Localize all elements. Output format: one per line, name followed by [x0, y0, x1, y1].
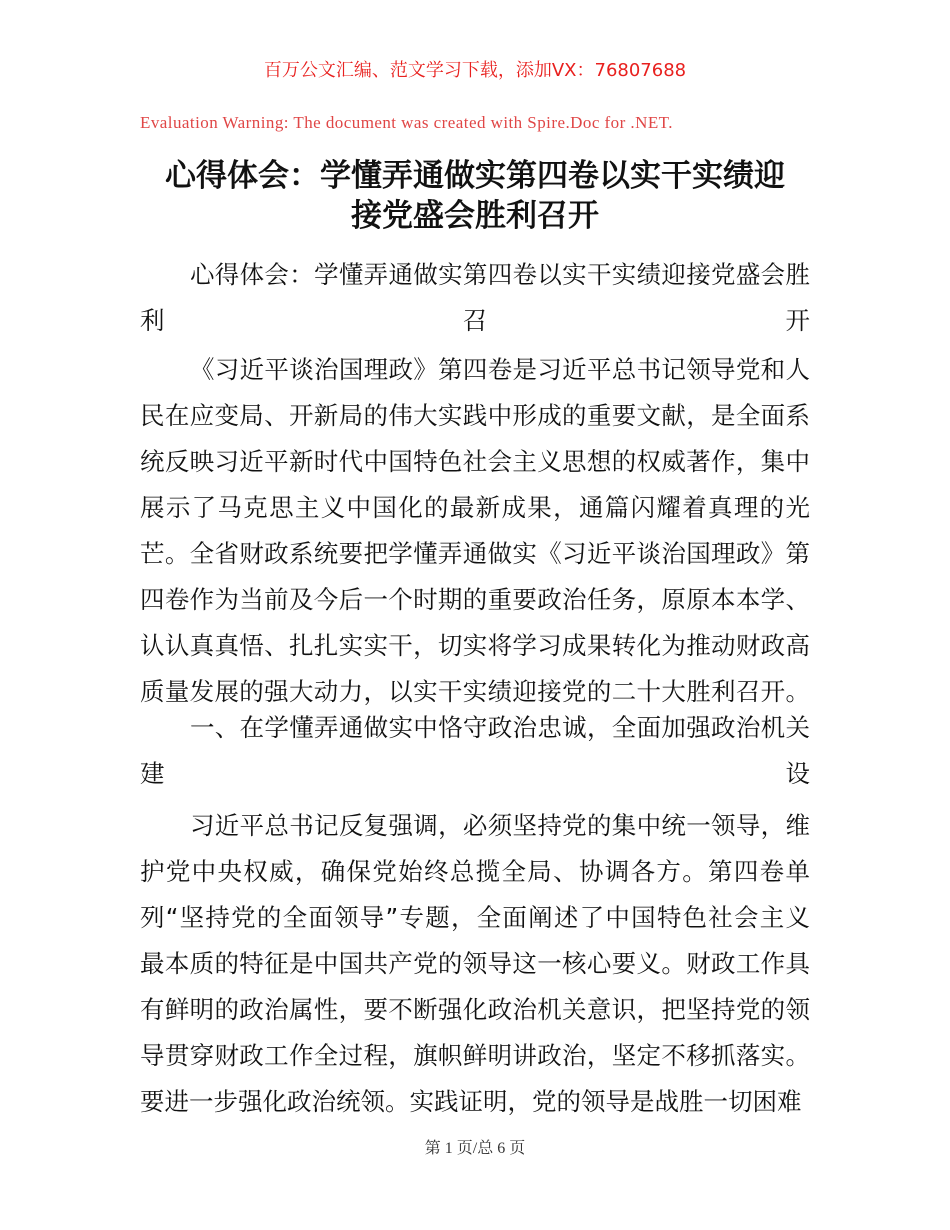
- body-paragraph: [140, 803, 810, 1125]
- text-line: 质量发展的强大动力，以实干实绩迎接党的二十大胜利召开。: [140, 677, 810, 706]
- evaluation-warning: Evaluation Warning: The document was created with Spire.Doc for .NET.: [140, 113, 673, 132]
- text-line: 统反映习近平新时代中国特色社会主义思想的权威著作，集中: [140, 447, 810, 476]
- text-line: 列“坚持党的全面领导”专题，全面阐述了中国特色社会主义: [140, 903, 810, 932]
- download-banner: 百万公文汇编、范文学习下载，添加VX：76807688: [263, 60, 687, 81]
- section-heading: [140, 705, 810, 797]
- intro-paragraph: [140, 347, 810, 715]
- title-line: 心得体会：学懂弄通做实第四卷以实干实绩迎: [165, 158, 785, 194]
- text-line: 导贯穿财政工作全过程，旗帜鲜明讲政治，坚定不移抓落实。: [140, 1041, 810, 1070]
- text-line: 有鲜明的政治属性，要不断强化政治机关意识，把坚持党的领: [140, 995, 810, 1024]
- text-line: 《习近平谈治国理政》第四卷是习近平总书记领导党和人: [190, 355, 810, 384]
- text-line: 一、在学懂弄通做实中恪守政治忠诚，全面加强政治机关: [190, 713, 810, 742]
- text-line: 芒。全省财政系统要把学懂弄通做实《习近平谈治国理政》第: [140, 539, 810, 568]
- title-line: 接党盛会胜利召开: [351, 198, 599, 234]
- page-footer: 第 1 页/总 6 页: [424, 1140, 526, 1157]
- text-line: 要进一步强化政治统领。实践证明，党的领导是战胜一切困难: [140, 1087, 802, 1116]
- text-line: 认认真真悟、扎扎实实干，切实将学习成果转化为推动财政高: [140, 631, 810, 660]
- text-line: 民在应变局、开新局的伟大实践中形成的重要文献，是全面系: [140, 401, 810, 430]
- text-line: 最本质的特征是中国共产党的领导这一核心要义。财政工作具: [140, 949, 810, 978]
- text-line: 护党中央权威，确保党始终总揽全局、协调各方。第四卷单: [140, 857, 810, 886]
- text-line: 展示了马克思主义中国化的最新成果，通篇闪耀着真理的光: [140, 493, 810, 522]
- text-line: 四卷作为当前及今后一个时期的重要政治任务，原原本本学、: [140, 585, 810, 614]
- text-line: 心得体会：学懂弄通做实第四卷以实干实绩迎接党盛会胜: [190, 260, 810, 289]
- subtitle-paragraph: [140, 252, 810, 344]
- text-line: 建设: [140, 759, 810, 788]
- text-line: 利召开: [140, 306, 810, 335]
- document-title: [120, 156, 830, 236]
- text-line: 习近平总书记反复强调，必须坚持党的集中统一领导，维: [190, 811, 810, 840]
